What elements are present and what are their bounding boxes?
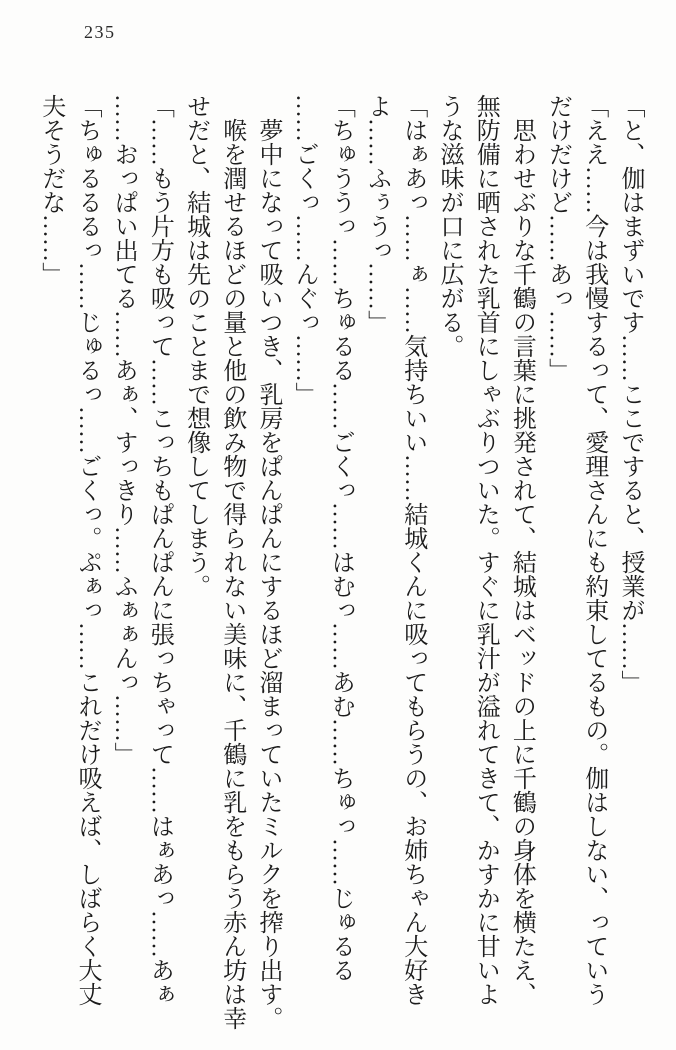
text-line-17: 夫そうだな……」 [37, 94, 64, 286]
text-line-5: 無防備に晒された乳首にしゃぶりついた。すぐに乳汁が溢れてきて、かすかに甘いよ [472, 94, 499, 1006]
text-line-9: 「ちゅううっ……ちゅるる……ごくっ……はむっ……あむ……ちゅっ……じゅるる [327, 94, 354, 982]
text-line-1: 「と、伽はまずいです……ここですると、授業が……」 [617, 94, 643, 694]
text-line-15: ……おっぱい出てる……あぁ、すっきり……ふぁぁんっ……」 [110, 94, 137, 766]
vertical-text-block [33, 94, 648, 1030]
text-line-7: 「はぁあっ……ぁ……気持ちいい……結城くんに吸ってもらうの、お姉ちゃん大好き [399, 94, 426, 1006]
text-line-14: 「……もう片方も吸って……こっちもぱんぱんに張っちゃって……はぁあっ……あぁ [146, 94, 173, 1006]
page-number: 235 [84, 22, 116, 42]
text-line-6: うな滋味が口に広がる。 [435, 94, 462, 358]
text-line-10: ……ごくっ……んぐっ……」 [291, 94, 318, 406]
text-line-12: 喉を潤せるほどの量と他の飲み物で得られない美味に、千鶴に乳をもらう赤ん坊は幸 [218, 118, 245, 1030]
text-line-11: 夢中になって吸いつき、乳房をぱんぱんにするほど溜まっていたミルクを搾り出す。 [254, 118, 281, 1030]
text-line-2: 「ええ……今は我慢するって、愛理さんにも約束してるもの。伽はしない、っていう [580, 94, 607, 1006]
text-line-13: せだと、結城は先のことまで想像してしまう。 [182, 94, 209, 598]
text-line-3: だけだけど……あっ……」 [544, 94, 571, 382]
text-line-8: よ……ふぅうっ……」 [363, 94, 390, 334]
text-line-16: 「ちゅるるるっ……じゅるっ……ごくっ。ぷぁっ……これだけ吸えば、しばらく大丈 [73, 94, 100, 1006]
text-line-4: 思わせぶりな千鶴の言葉に挑発されて、結城はベッドの上に千鶴の身体を横たえ、 [508, 118, 535, 1006]
